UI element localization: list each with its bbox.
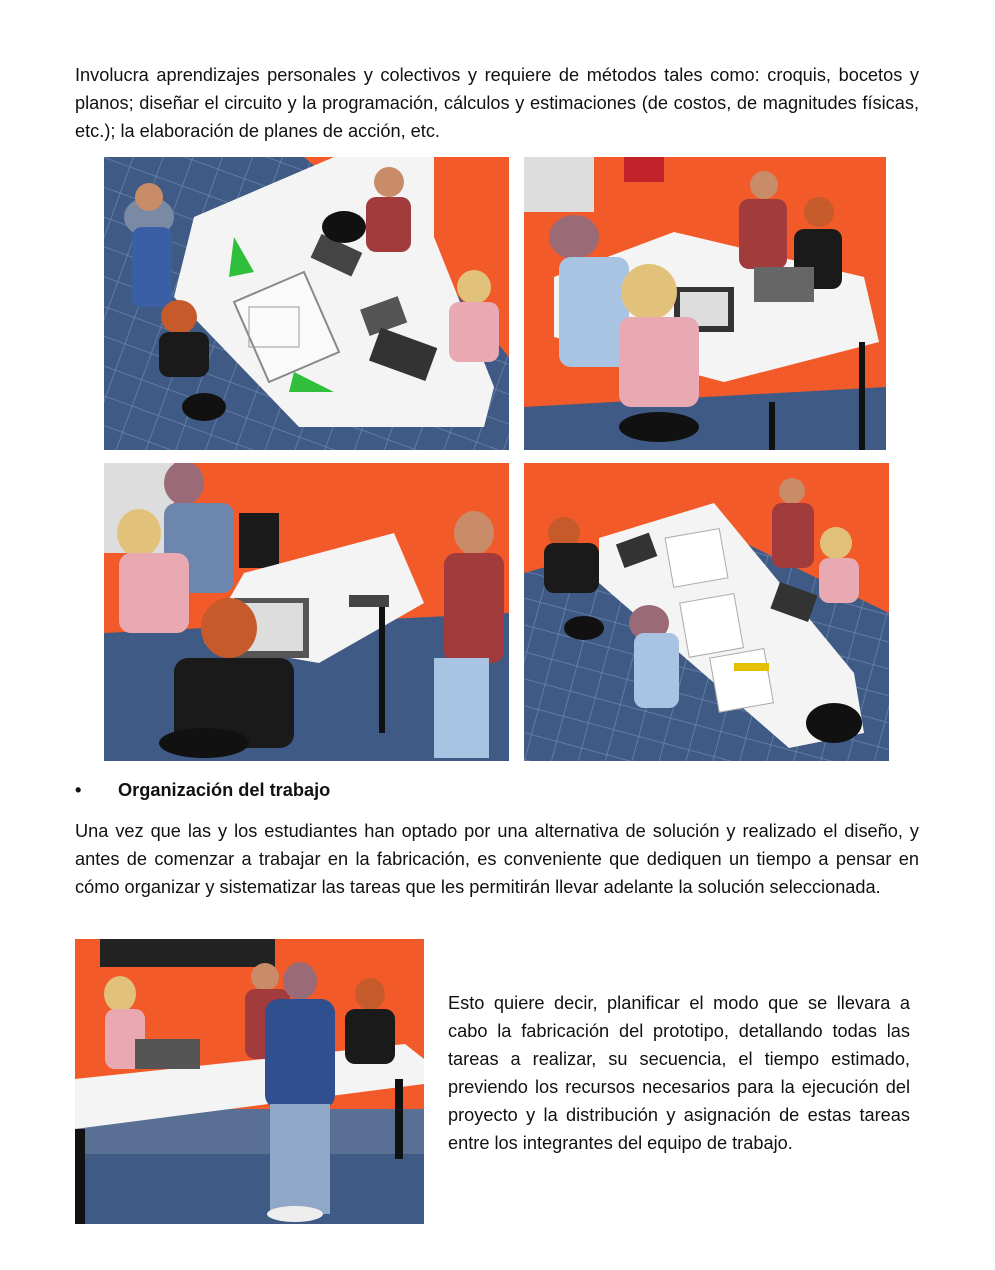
bullet: • xyxy=(75,780,82,800)
classroom-scene-image-4 xyxy=(524,463,889,761)
side-paragraph: Esto quiere decir, planificar el modo que se llevara a cabo la fabricación del prototipo, detallando todas las tareas a realizar, su secuencia, el tiempo estimado, previendo los recursos necesarios para la ejecución del proyecto y la distribución y asignación de estas tareas entre los integrantes del equipo de trabajo. xyxy=(448,993,910,1153)
intro-paragraph: Involucra aprendizajes personales y colectivos y requiere de métodos tales como: croquis, bocetos y planos; diseñar el circuito y la programación, cálculos y estimaciones (de costos, de magnitudes físicas, etc.); la elaboración de planes de acción, etc. xyxy=(75,65,919,141)
section-title: Organización del trabajo xyxy=(118,780,331,800)
section-paragraph: Una vez que las y los estudiantes han optado por una alternativa de solución y realizado el diseño, y antes de comenzar a trabajar en la fabricación, es conveniente que dediquen un tiempo a pensar en cómo organizar y sistematizar las tareas que les permitirán llevar adelante la solución seleccionada. xyxy=(75,821,919,897)
classroom-scene-image-1 xyxy=(104,157,509,450)
classroom-scene-image-5 xyxy=(75,939,424,1224)
classroom-scene-image-2 xyxy=(524,157,886,450)
section-heading xyxy=(75,776,330,804)
classroom-scene-image-3 xyxy=(104,463,509,761)
